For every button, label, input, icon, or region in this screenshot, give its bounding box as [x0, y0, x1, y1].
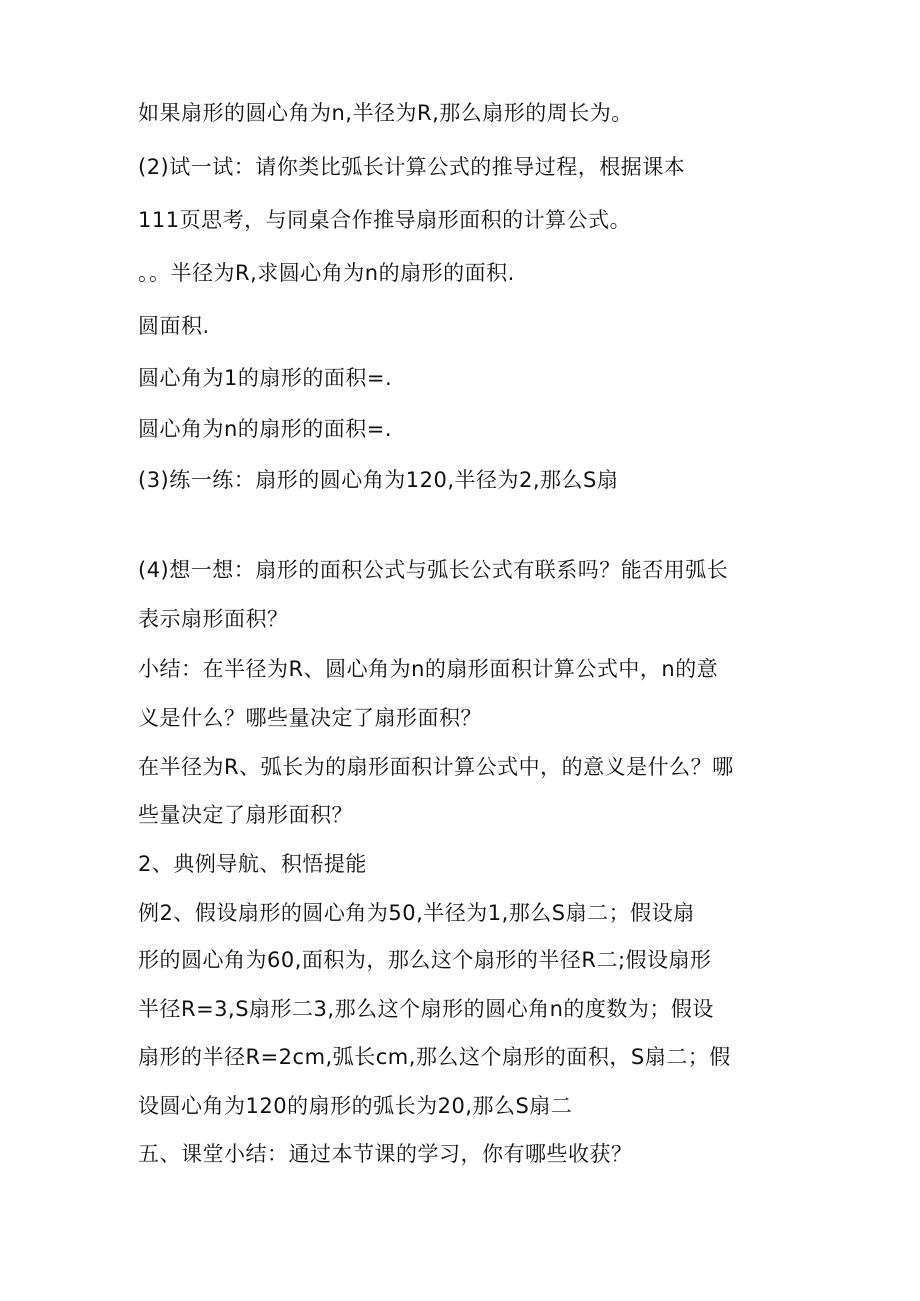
text-line-4: 。。半径为R,求圆心角为n的扇形的面积. — [138, 261, 515, 285]
text-line-6: 圆心角为1的扇形的面积=. — [138, 366, 393, 390]
text-line-14: 些量决定了扇形面积？ — [138, 803, 353, 827]
text-line-9: (4)想一想：扇形的面积公式与弧长公式有联系吗？能否用弧长 — [138, 558, 729, 582]
text-line-19: 扇形的半径R=2cm,弧长cm,那么这个扇形的面积，S扇二；假 — [138, 1045, 731, 1069]
text-line-12: 义是什么？哪些量决定了扇形面积？ — [138, 706, 482, 730]
text-line-13: 在半径为R、弧长为的扇形面积计算公式中，的意义是什么？哪 — [138, 755, 734, 779]
text-line-20: 设圆心角为120的扇形的弧长为20,那么S扇二 — [138, 1094, 573, 1118]
text-line-16: 例2、假设扇形的圆心角为50,半径为1,那么S扇二；假设扇 — [138, 901, 695, 925]
section-heading-example: 2、典例导航、积悟提能 — [138, 852, 367, 876]
text-line-3: 111页思考，与同桌合作推导扇形面积的计算公式。 — [138, 208, 632, 232]
section-heading-summary: 五、课堂小结：通过本节课的学习，你有哪些收获？ — [138, 1142, 633, 1166]
text-line-17: 形的圆心角为60,面积为，那么这个扇形的半径R二;假设扇形 — [138, 948, 712, 972]
text-line-2: (2)试一试：请你类比弧长计算公式的推导过程，根据课本 — [138, 155, 686, 179]
text-line-11: 小结：在半径为R、圆心角为n的扇形面积计算公式中，n的意 — [138, 657, 719, 681]
text-line-18: 半径R=3,S扇形二3,那么这个扇形的圆心角n的度数为；假设 — [138, 997, 714, 1021]
text-line-10: 表示扇形面积？ — [138, 607, 289, 631]
text-line-1: 如果扇形的圆心角为n,半径为R,那么扇形的周长为。 — [138, 101, 633, 125]
text-line-8: (3)练一练：扇形的圆心角为120,半径为2,那么S扇 — [138, 468, 619, 492]
text-line-7: 圆心角为n的扇形的面积=. — [138, 417, 393, 441]
text-line-5: 圆面积. — [138, 314, 210, 338]
